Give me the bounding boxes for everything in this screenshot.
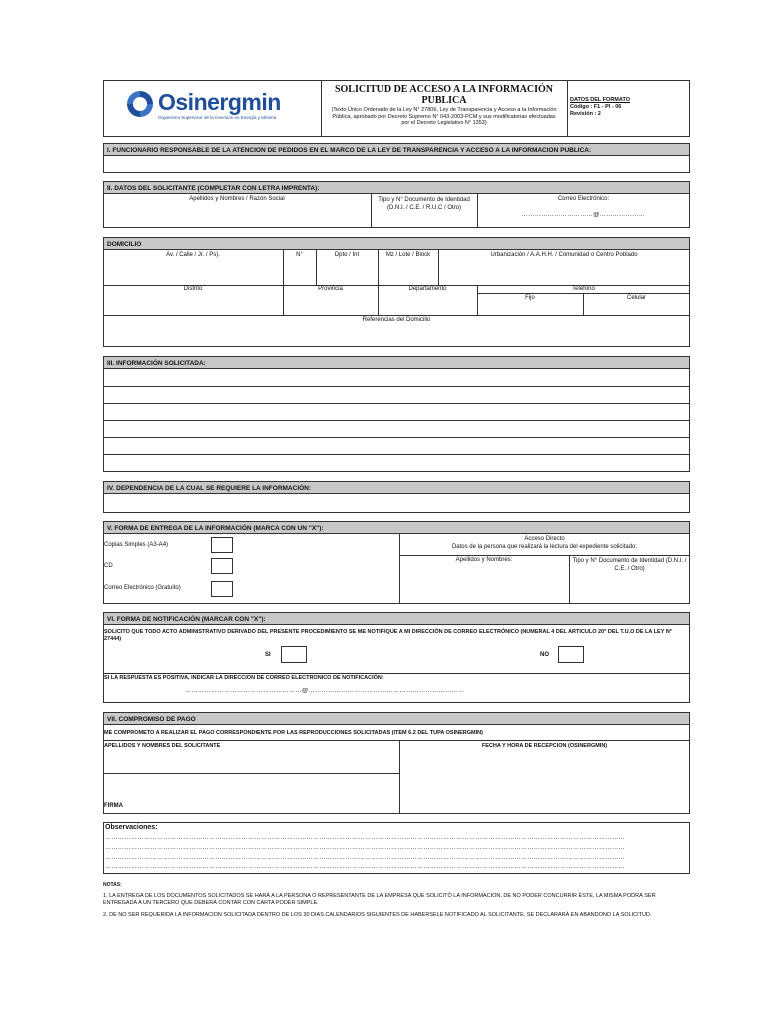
solicitante-names-label: Apellidos y Nombres / Razón Social <box>189 196 285 202</box>
section-1-field[interactable] <box>103 156 690 173</box>
acceso-names-label: Apellidos y Nombres: <box>455 557 513 563</box>
notificacion-no-checkbox[interactable] <box>558 646 584 663</box>
section-1-title: I. FUNCIONARIO RESPONSABLE DE LA ATENCION DE PEDIDOS EN EL MARCO DE LA LEY DE TRANSPARENCIA Y ACCESO A LA INFORMACION PUBLICA: <box>103 143 690 156</box>
section-2-title: II. DATOS DEL SOLICITANTE (COMPLETAR CON LETRA IMPRENTA): <box>103 181 690 194</box>
observaciones-line-3[interactable]: …………………………………………………………………………………………………………………………………………………………………………………………………………………… <box>105 855 625 861</box>
cd-label: CD <box>104 563 113 569</box>
domicilio-dpto-label: Dpto / Int <box>334 252 360 258</box>
domicilio-fijo-label: Fijo <box>525 295 535 301</box>
observaciones-line-1[interactable]: …………………………………………………………………………………………………………………………………………………………………………………………………………………… <box>105 835 625 841</box>
copias-simples-label: Copias Simples (A3-A4) <box>104 542 169 548</box>
domicilio-departamento-label: Departamento <box>408 286 447 292</box>
domicilio-celular-label: Celular <box>626 295 646 301</box>
cd-checkbox[interactable] <box>211 558 233 574</box>
correo-electronico-checkbox[interactable] <box>211 581 233 597</box>
logo-text: Osinergmin <box>158 89 281 115</box>
notificacion-si-label: SI <box>265 652 271 658</box>
form-title: SOLICITUD DE ACCESO A LA INFORMACIÓN PUBLICA <box>334 84 554 106</box>
acceso-doc-label: Tipo y N° Documento de Identidad (D.N.I. / C.E. / Otro) <box>572 558 687 572</box>
domicilio-title: DOMICILIO <box>103 237 690 250</box>
acceso-directo-title: Acceso Directo <box>524 536 565 542</box>
note-1: 1. LA ENTREGA DE LOS DOCUMENTOS SOLICITADOS SE HARÁ A LA PERSONA O REPRESENTANTE DE LA EMPRESA QUE SOLICITÓ LA INFORMACION, DE NO PODER CONCURRIR ÉSTE, LA MISMA PODRÁ SER ENTREGADA A UN TERCERO QUE DEBERÁ CONTAR CON CARTA PODER SIMPLE. <box>103 893 656 906</box>
format-revision: Revisión : 2 <box>570 111 601 117</box>
compromiso-names-label: APELLIDOS Y NOMBRES DEL SOLICITANTE <box>104 743 221 749</box>
copias-simples-checkbox[interactable] <box>211 537 233 553</box>
osinergmin-logo-icon <box>124 88 156 120</box>
section-6-title: VI. FORMA DE NOTIFICACIÓN (MARCAR CON "X"): <box>103 612 690 625</box>
compromiso-firma-label: FIRMA <box>104 803 123 809</box>
domicilio-mz-label: Mz / Lote / Block <box>385 252 431 258</box>
note-2: 2. DE NO SER REQUERIDA LA INFORMACION SOLICITADA DENTRO DE LOS 30 DIAS CALENDARIOS SIGUIENTES DE HABERSELE NOTIFICADO AL SOLICITANTE, SE DECLARARÁ EN ABANDONO LA SOLICITUD. <box>103 912 652 918</box>
observaciones-line-2[interactable]: …………………………………………………………………………………………………………………………………………………………………………………………………………………… <box>105 845 625 851</box>
notificacion-email-field[interactable]: ………………………………………………@……………………………………………………………… <box>185 688 465 694</box>
domicilio-distrito-label: Distrito <box>183 286 203 292</box>
notificacion-text: SOLICITO QUE TODO ACTO ADMINISTRATIVO DERIVADO DEL PRESENTE PROCEDIMIENTO SE ME NOTIFIQUE A MI DIRECCIÓN DE CORREO ELECTRÓNICO (NUMERAL 4 DEL ARTICULO 20° DEL T.U.O DE LA LEY N° 27444) <box>104 629 672 642</box>
solicitante-email-label: Correo Electrónico: <box>557 196 610 202</box>
domicilio-number-label: N° <box>296 252 303 258</box>
section-5-title: V. FORMA DE ENTREGA DE LA INFORMACIÓN (MARCA CON UN "X"): <box>103 521 690 534</box>
domicilio-urb-label: Urbanización / A.A.H.H. / Comunidad o Centro Poblado <box>490 252 638 258</box>
observaciones-line-4[interactable]: …………………………………………………………………………………………………………………………………………………………………………………………………………………… <box>105 864 625 870</box>
notes-title: NOTAS: <box>103 882 122 888</box>
format-label: DATOS DEL FORMATO <box>570 97 630 103</box>
solicitante-email-field[interactable]: ……………………………@………………… <box>521 212 646 218</box>
domicilio-telefono-label: Teléfono <box>572 286 595 292</box>
dependencia-field[interactable] <box>103 494 690 513</box>
section-7-title: VII. COMPROMISO DE PAGO <box>103 712 690 725</box>
form-subtitle: (Texto Único Ordenado de la Ley N° 27806, Ley de Transparencia y Acceso a la Información Pública, aprobado por Decreto Supremo N° 043-2003-PCM y sus modificatorias efectuadas por el Decreto Legislativo N° 1353) <box>331 107 557 126</box>
section-3-title: III. INFORMACIÓN SOLICITADA: <box>103 356 690 369</box>
acceso-directo-subtitle: Datos de la persona que realizará la lectura del expediente solicitado: <box>451 544 638 550</box>
notificacion-si-checkbox[interactable] <box>281 646 307 663</box>
domicilio-referencias-label: Referencias del Domicilio <box>362 317 431 323</box>
correo-electronico-label: Correo Electrónico (Gratuito) <box>104 585 181 591</box>
compromiso-fecha-label: FECHA Y HORA DE RECEPCION (OSINERGMIN) <box>481 743 608 749</box>
format-code: Código : F1 - PI - 06 <box>570 104 622 110</box>
section-4-title: IV. DEPENDENCIA DE LA CUAL SE REQUIERE LA INFORMACIÓN: <box>103 481 690 494</box>
notificacion-positive-text: SI LA RESPUESTA ES POSITIVA, INDICAR LA DIRECCION DE CORREO ELECTRONICO DE NOTIFICACIÓN: <box>104 675 384 681</box>
domicilio-provincia-label: Provincia <box>318 286 343 292</box>
compromiso-table <box>103 725 690 814</box>
domicilio-street-label: Av. / Calle / Jr. / Ps). <box>166 252 220 258</box>
notificacion-no-label: NO <box>540 652 549 658</box>
compromiso-text: ME COMPROMETO A REALIZAR EL PAGO CORRESPONDIENTE POR LAS REPRODUCCIONES SOLICITADAS (ITEM 6.2 DEL TUPA OSINERGMIN) <box>104 730 483 736</box>
logo-subtitle: Organismo Supervisor de la Inversión en Energía y Minería <box>158 115 277 120</box>
observaciones-title: Observaciones: <box>105 824 158 831</box>
solicitante-doc-label: Tipo y N° Documento de Identidad (D.N.I. / C.E. / R.U.C / Otro) <box>378 197 470 211</box>
